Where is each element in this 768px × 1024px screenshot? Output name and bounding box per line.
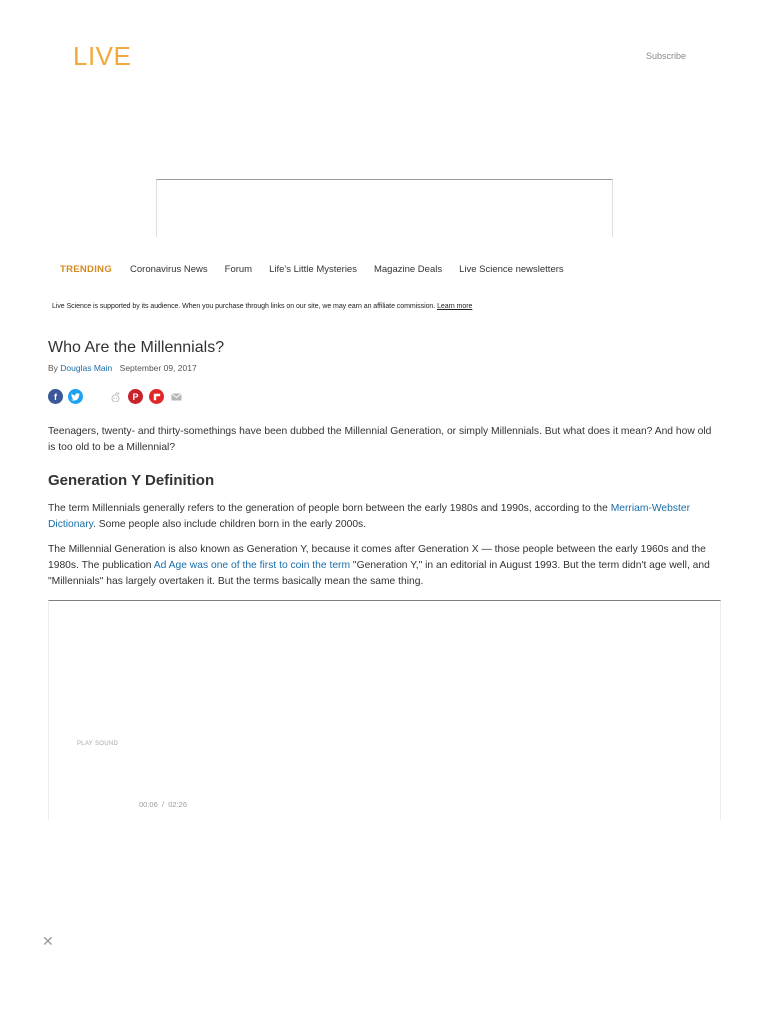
publish-date: September 09, 2017 bbox=[119, 363, 197, 373]
trending-item-magazine-deals[interactable]: Magazine Deals bbox=[373, 264, 443, 275]
trending-item-lifes-little-mysteries[interactable]: Life's Little Mysteries bbox=[269, 264, 357, 275]
paragraph-2 bbox=[48, 542, 720, 590]
affiliate-text: Live Science is supported by its audience. When you purchase through links on our site, we may earn an affiliate commission. bbox=[52, 303, 436, 310]
close-icon[interactable]: ✕ bbox=[42, 933, 54, 949]
byline-prefix: By bbox=[48, 363, 58, 373]
video-time-separator: / bbox=[161, 800, 165, 809]
article-title: Who Are the Millennials? bbox=[48, 339, 225, 356]
ad-age-link[interactable]: Ad Age was one of the first to coin the term bbox=[153, 560, 351, 571]
twitter-icon[interactable] bbox=[68, 389, 83, 404]
paragraph-1-text-start: The term Millennials generally refers to the generation of people born between the early 1980s and 1990s, according to the bbox=[48, 503, 611, 514]
video-current-time: 00:06 bbox=[139, 800, 158, 809]
merriam-webster-link[interactable]: Merriam-Webster Dictionary bbox=[48, 503, 691, 530]
video-time bbox=[139, 800, 187, 809]
learn-more-link[interactable]: Learn more bbox=[437, 303, 473, 310]
intro-paragraph: Teenagers, twenty- and thirty-somethings have been dubbed the Millennial Generation, or simply Millennials. But what does it mean? And how old is too old to be a Millennial? bbox=[48, 426, 712, 453]
subscribe-link[interactable]: Subscribe bbox=[646, 51, 687, 61]
email-icon[interactable] bbox=[170, 392, 182, 401]
trending-bar bbox=[60, 264, 581, 275]
trending-item-forum[interactable]: Forum bbox=[224, 264, 253, 275]
affiliate-disclosure bbox=[52, 303, 472, 310]
author-link[interactable]: Douglas Main bbox=[60, 363, 113, 373]
byline bbox=[48, 363, 197, 373]
flipboard-icon[interactable] bbox=[149, 389, 164, 404]
trending-item-coronavirus-news[interactable]: Coronavirus News bbox=[130, 264, 208, 275]
trending-item-newsletters[interactable]: Live Science newsletters bbox=[459, 264, 564, 275]
section-heading: Generation Y Definition bbox=[48, 472, 215, 489]
play-sound-button[interactable]: PLAY SOUND bbox=[77, 741, 119, 747]
paragraph-1 bbox=[48, 501, 720, 533]
paragraph-1-text-end: . Some people also include children born in the early 2000s. bbox=[93, 519, 367, 530]
video-player[interactable] bbox=[48, 600, 721, 820]
site-logo[interactable]: LIVE bbox=[73, 41, 132, 71]
trending-label: TRENDING bbox=[60, 264, 113, 275]
facebook-icon[interactable]: f bbox=[48, 389, 63, 404]
reddit-icon[interactable] bbox=[109, 391, 121, 403]
video-total-time: 02:26 bbox=[168, 800, 187, 809]
paragraph-2-text-start: The Millennial Generation is also known as Generation Y, because it comes after Generation X — those people between the early 1960s and the 1980s. The publication bbox=[48, 544, 706, 571]
pinterest-icon[interactable]: P bbox=[128, 389, 143, 404]
paragraph-2-text-end: "Generation Y," in an editorial in August 1993. But the term didn't age well, and "Millennials" has largely overtaken it. But the terms basically mean the same thing. bbox=[48, 560, 710, 587]
ad-placeholder bbox=[156, 179, 613, 237]
